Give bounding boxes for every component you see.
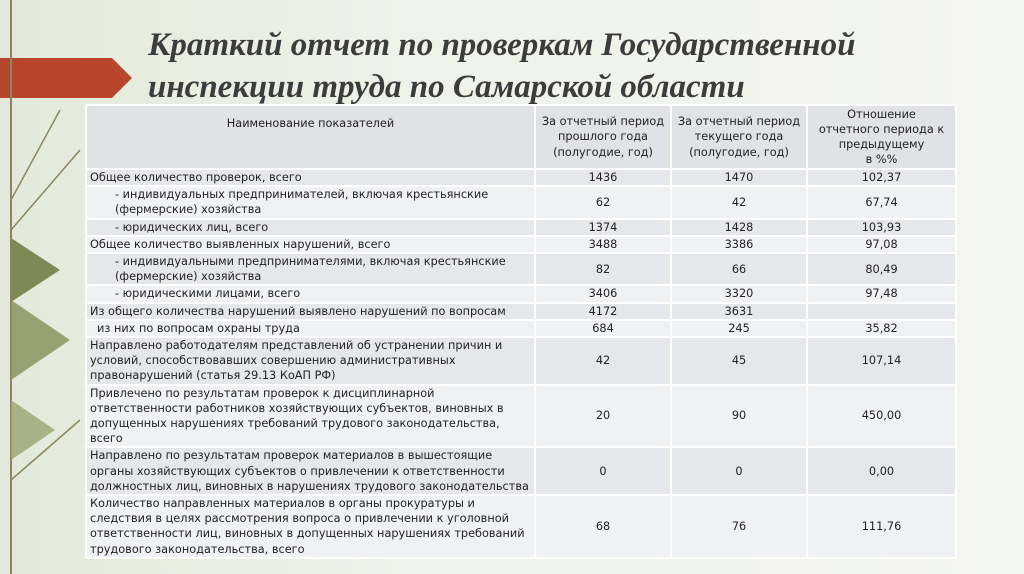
header-ratio: Отношение отчетного периода к предыдущему в %% [807, 105, 956, 169]
header-current-period: За отчетный период текущего года (полугодие, год) [671, 105, 807, 169]
table-row: - индивидуальными предпринимателями, включая крестьянские (фермерские) хозяйства 82 66 80,49 [86, 253, 956, 285]
table-row: - юридических лиц, всего 1374 1428 103,93 [86, 219, 956, 236]
inspection-report-table [85, 104, 957, 559]
table-row: из них по вопросам охраны труда 684 245 35,82 [86, 320, 956, 337]
header-indicator-name: Наименование показателей [86, 105, 535, 169]
table-row: Общее количество проверок, всего 1436 1470 102,37 [86, 169, 956, 186]
title-line-2: инспекции труда по Самарской области [148, 69, 745, 105]
table-row: - юридическими лицами, всего 3406 3320 97,48 [86, 285, 956, 302]
table-row: Количество направленных материалов в органы прокуратуры и следствия в целях рассмотрения вопроса о привлечении к уголовной ответственности лиц, виновных в допущенных нарушениях требований трудового законодательства, всего 68 76 111,76 [86, 495, 956, 558]
header-previous-period: За отчетный период прошлого года (полугодие, год) [535, 105, 671, 169]
table-row: Направлено работодателям представлений об устранении причин и условий, способствовавших совершению административных правонарушений (статья 29.13 КоАП РФ) 42 45 107,14 [86, 337, 956, 385]
page-title [148, 24, 1008, 108]
table-row: Направлено по результатам проверок материалов в вышестоящие органы хозяйствующих субъектов о привлечении к ответственности должностных лиц, виновных в нарушениях трудового законодательства 0 0 0,00 [86, 447, 956, 495]
table-row: Из общего количества нарушений выявлено нарушений по вопросам 4172 3631 [86, 303, 956, 320]
table-row: Общее количество выявленных нарушений, всего 3488 3386 97,08 [86, 236, 956, 253]
table-row: Привлечено по результатам проверок к дисциплинарной ответственности работников хозяйствующих субъектов, виновных в допущенных нарушениях требований трудового законодательства, всего 20 90 450,00 [86, 385, 956, 448]
title-line-1: Краткий отчет по проверкам Государственной [148, 27, 856, 63]
table-row: - индивидуальных предпринимателей, включая крестьянские (фермерские) хозяйства 62 42 67,74 [86, 186, 956, 218]
